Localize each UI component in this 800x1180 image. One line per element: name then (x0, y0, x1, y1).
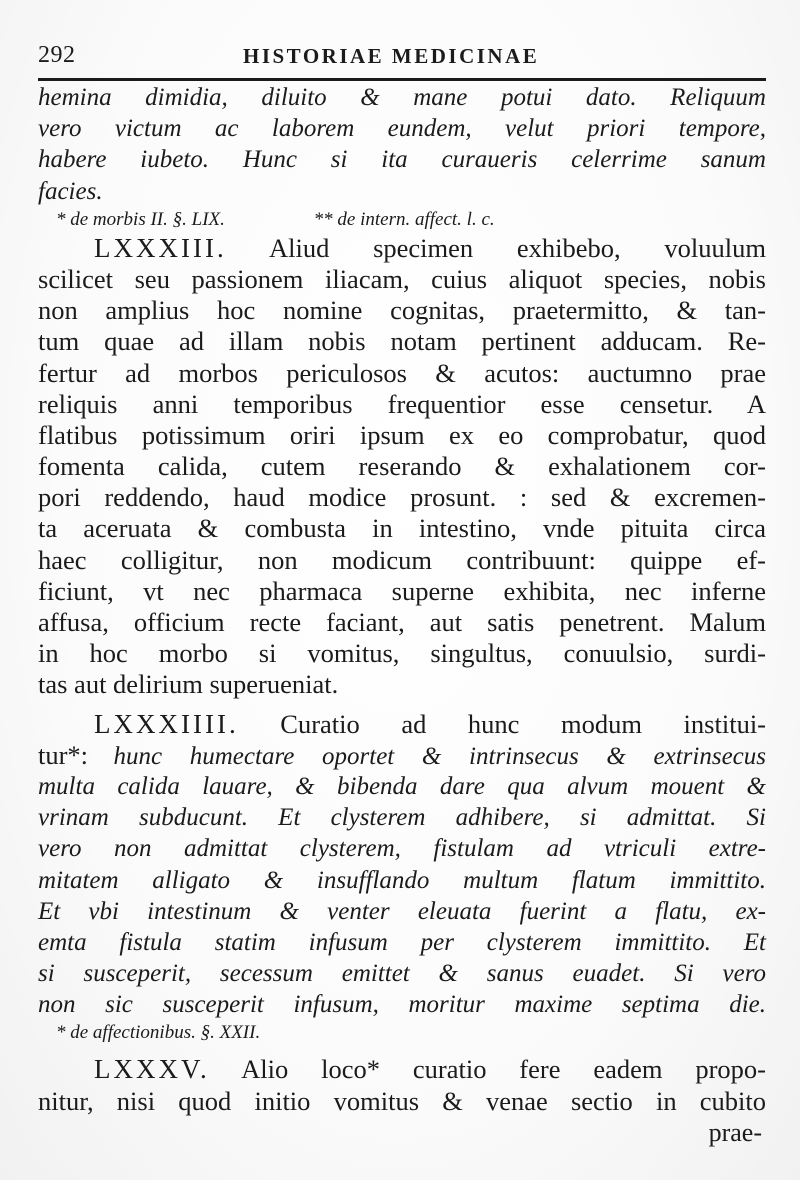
text-line (38, 740, 766, 771)
footnote-marker-text: tur*: (38, 739, 89, 770)
catchword: prae- (708, 1117, 762, 1147)
text-line: ficiunt, vt nec pharmaca superne exhibita, nec inferne (38, 575, 766, 606)
section-opening: Curatio ad hunc modum institui- (280, 708, 767, 739)
text-line: non amplius hoc nomine cognitas, praetermitto, & tan- (38, 295, 766, 326)
text-line: emta fistula statim infusum per clysterem immittito. Et (38, 928, 766, 956)
text-line: reliquis anni temporibus frequentior esse censetur. A (38, 388, 766, 419)
text-line: tas aut delirium superueniat. (38, 669, 339, 700)
header-rule (38, 78, 766, 81)
text-line: vero non admittat clysterem, fistulam ad vtriculi extre- (38, 835, 766, 863)
section-opening: Aliud specimen exhibebo, voluulum (269, 232, 766, 263)
text-line: haec colligitur, non modicum contribuunt: quippe ef- (38, 544, 766, 575)
text-line: si susceperit, secessum emittet & sanus euadet. Si vero (38, 960, 766, 988)
section-first-line (38, 709, 766, 740)
footnote-ref-3: * de affectionibus. §. XXII. (56, 1022, 261, 1044)
body-text (38, 82, 766, 1148)
text-line: scilicet seu passionem iliacam, cuius aliquot species, nobis (38, 263, 766, 294)
text-line: multa calida lauare, & bibenda dare qua alvum mouent & (38, 772, 766, 800)
text-line: pori reddendo, haud modice prosunt. : sed & excremen- (38, 482, 766, 513)
text-line: in hoc morbo si vomitus, singultus, conuulsio, surdi- (38, 638, 766, 669)
text-line: mitatem alligato & insufflando multum flatum immittito. (38, 866, 766, 894)
text-line: fertur ad morbos periculosos & acutos: auctumno prae (38, 357, 766, 388)
page-number: 292 (38, 42, 76, 68)
footnote (38, 1020, 766, 1046)
text-line: ta aceruata & combusta in intestino, vnde pituita circa (38, 513, 766, 544)
footnote-ref-2: ** de intern. affect. l. c. (313, 208, 495, 230)
text-line: nitur, nisi quod initio vomitus & venae sectio in cubito (38, 1085, 766, 1116)
text-line: tum quae ad illam nobis notam pertinent adducam. Re- (38, 326, 766, 357)
section-number: LXXXIII. (94, 232, 227, 263)
page-header (38, 40, 762, 74)
text-line: affusa, officium recte faciant, aut satis penetrent. Malum (38, 607, 766, 637)
text-line: hemina dimidia, diluito & mane potui dato. Reliquum (38, 84, 766, 111)
section-number: LXXXIIII. (94, 708, 239, 739)
footnote-ref-1: * de morbis II. §. LIX. (56, 208, 225, 230)
text-line: vrinam subducunt. Et clysterem adhibere, si admittat. Si (38, 804, 766, 832)
text-line: facies. (38, 177, 103, 205)
section-first-line (38, 1054, 766, 1085)
section-number: LXXXV. (94, 1054, 210, 1085)
text-line: Et vbi intestinum & venter eleuata fuerint a flatu, ex- (38, 897, 766, 925)
text-line: non sic susceperit infusum, moritur maxime septima die. (38, 991, 766, 1019)
section-opening: Alio loco* curatio fere eadem propo- (241, 1054, 766, 1085)
text-line: vero victum ac laborem eundem, velut priori tempore, (38, 115, 766, 143)
text-line: habere iubeto. Hunc si ita curaueris celerrime sanum (38, 146, 766, 174)
section-first-line (38, 233, 766, 264)
running-head: HISTORIAE MEDICINAE (243, 44, 540, 68)
quoted-text: hunc humectare oportet & intrinsecus & extrinsecus (113, 742, 766, 770)
footnote (38, 207, 766, 233)
text-line: flatibus potissimum oriri ipsum ex eo comprobatur, quod (38, 419, 766, 450)
text-line: fomenta calida, cutem reserando & exhalationem cor- (38, 451, 766, 482)
